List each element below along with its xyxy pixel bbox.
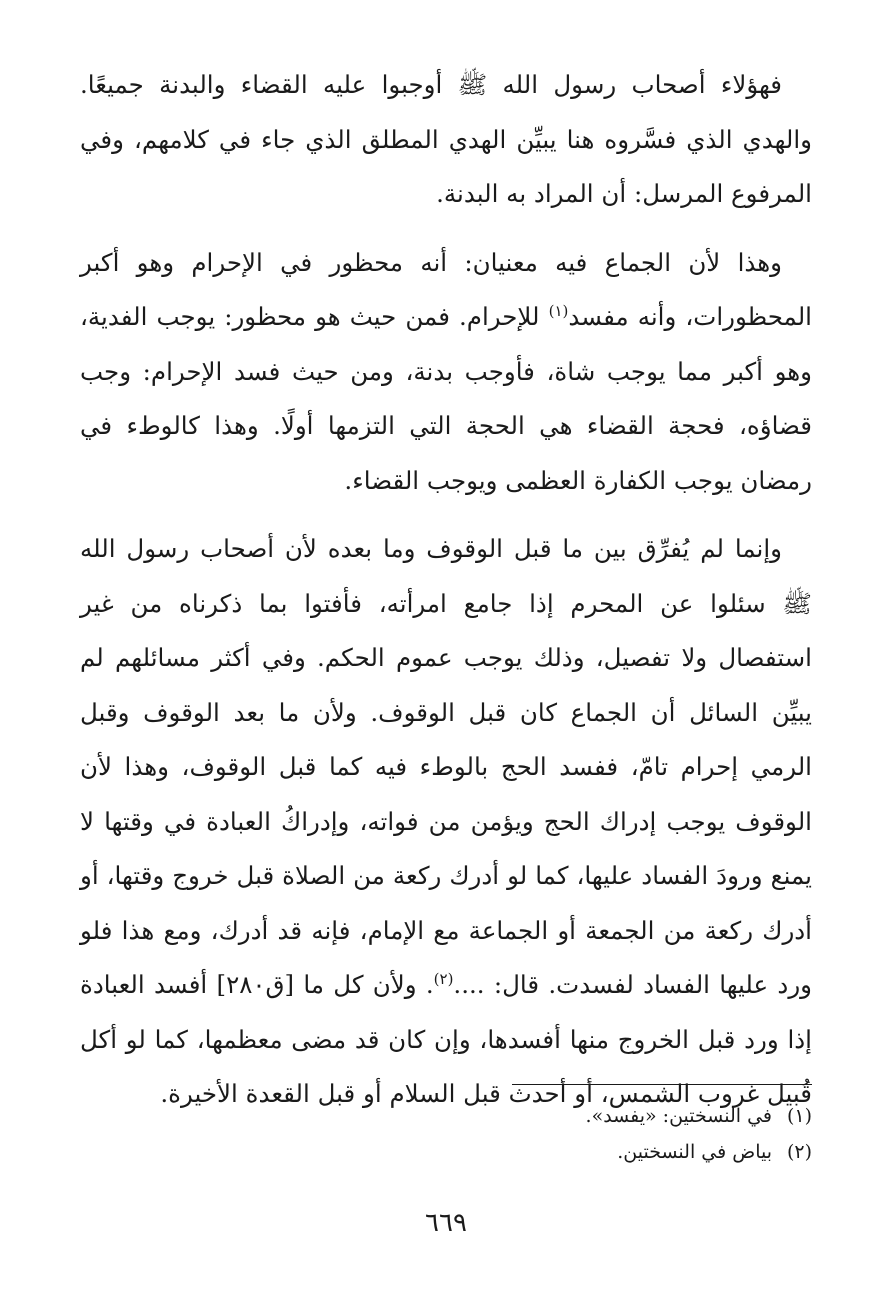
main-text bbox=[80, 58, 812, 1122]
paragraph-3 bbox=[80, 522, 812, 1122]
page-number: ٦٦٩ bbox=[425, 1208, 467, 1238]
footnote-1-number: (١) bbox=[786, 1105, 812, 1127]
paragraph-2 bbox=[80, 236, 812, 509]
footnote-1-text: في النسختين: «يفسد». bbox=[585, 1105, 772, 1127]
footnote-2-text: بياض في النسختين. bbox=[617, 1141, 772, 1163]
footnotes bbox=[212, 1098, 812, 1170]
paragraph-3-text-b: . ولأن كل ما [ق٢٨٠] أفسد العبادة إذا ورد قبل الخروج منها أفسدها، وإن كان قد مضى معظمها، كما لو أكل قُبيل غروب الشمس، أو أحدث قبل السلام أو قبل القعدة الأخيرة. bbox=[80, 970, 812, 1108]
footnote-ref-2[interactable]: (٢) bbox=[433, 969, 454, 988]
paragraph-1-text: فهؤلاء أصحاب رسول الله ﷺ أوجبوا عليه القضاء والبدنة جميعًا. والهدي الذي فسَّروه هنا يبيِّن الهدي المطلق الذي جاء في كلامهم، وفي المرفوع المرسل: أن المراد به البدنة. bbox=[80, 70, 812, 208]
footnote-1 bbox=[212, 1098, 812, 1134]
footnote-2-number: (٢) bbox=[786, 1141, 812, 1163]
footnote-ref-1[interactable]: (١) bbox=[548, 301, 569, 320]
paragraph-2-text-b: للإحرام. فمن حيث هو محظور: يوجب الفدية، وهو أكبر مما يوجب شاة، فأوجب بدنة، ومن حيث فسد الإحرام: وجب قضاؤه، فحجة القضاء هي الحجة التي التزمها أولًا. وهذا كالوطء في رمضان يوجب الكفارة العظمى ويوجب القضاء. bbox=[80, 302, 812, 495]
paragraph-2-text-a: وهذا لأن الجماع فيه معنيان: أنه محظور في الإحرام وهو أكبر المحظورات، وأنه مفسد bbox=[80, 247, 812, 331]
paragraph-3-text-a: وإنما لم يُفرِّق بين ما قبل الوقوف وما بعده لأن أصحاب رسول الله ﷺ سئلوا عن المحرم إذا جامع امرأته، فأفتوا بما ذكرناه من غير استفصال ولا تفصيل، وذلك يوجب عموم الحكم. وفي أكثر مسائلهم لم يبيِّن السائل أن الجماع كان قبل الوقوف. ولأن ما بعد الوقوف وقبل الرمي إحرام تامّ، ففسد الحج بالوطء فيه كما قبل الوقوف، وهذا لأن الوقوف يوجب إدراك الحج ويؤمن من فواته، وإدراكُ العبادة في وقتها لا يمنع ورودَ الفساد عليها، كما لو أدرك ركعة من الصلاة قبل خروج وقتها، أو أدرك ركعة من الجمعة أو الجماعة مع الإمام، فإنه قد أدرك، ومع هذا فلو ورد عليها الفساد لفسدت. قال: .... bbox=[80, 534, 812, 999]
paragraph-1 bbox=[80, 58, 812, 222]
footnote-2 bbox=[212, 1134, 812, 1170]
footnote-divider bbox=[512, 1084, 812, 1085]
